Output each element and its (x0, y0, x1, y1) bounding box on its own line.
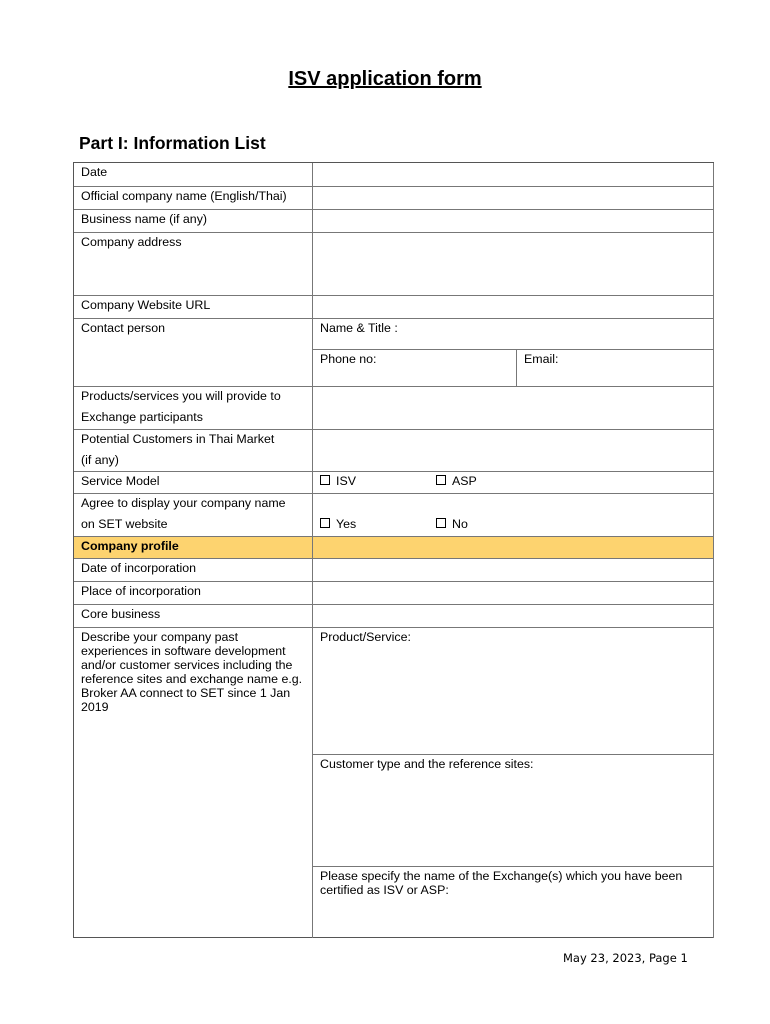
field-exchange-certified[interactable]: Please specify the name of the Exchange(s) which you have been certified as ISV or ASP: (313, 867, 714, 938)
checkbox-isv[interactable] (320, 475, 330, 485)
option-yes[interactable]: Yes (320, 517, 356, 531)
checkbox-yes[interactable] (320, 518, 330, 528)
checkbox-no[interactable] (436, 518, 446, 528)
option-isv[interactable]: ISV (320, 474, 356, 488)
label-company-address: Company address (74, 233, 313, 296)
field-service-model (313, 472, 714, 494)
field-official-name[interactable] (313, 187, 714, 210)
label-agree-display: Agree to display your company name on SET website (74, 494, 313, 537)
field-company-address[interactable] (313, 233, 714, 296)
field-agree-display (313, 494, 714, 537)
checkbox-asp[interactable] (436, 475, 446, 485)
label-service-model: Service Model (74, 472, 313, 494)
page-footer: May 23, 2023, Page 1 (563, 951, 688, 965)
label-date: Date (74, 163, 313, 187)
part-heading: Part I: Information List (79, 133, 266, 153)
field-contact-name-title[interactable]: Name & Title : (313, 319, 714, 350)
information-table (73, 162, 714, 938)
label-place-incorporation: Place of incorporation (74, 582, 313, 605)
label-official-name: Official company name (English/Thai) (74, 187, 313, 210)
field-core-business[interactable] (313, 605, 714, 628)
field-contact-phone[interactable]: Phone no: (313, 350, 517, 387)
label-products-services: Products/services you will provide to Exchange participants (74, 387, 313, 430)
option-asp[interactable]: ASP (436, 474, 477, 488)
label-date-incorporation: Date of incorporation (74, 559, 313, 582)
label-business-name: Business name (if any) (74, 210, 313, 233)
field-products-services[interactable] (313, 387, 714, 430)
field-date-incorporation[interactable] (313, 559, 714, 582)
field-customer-type[interactable]: Customer type and the reference sites: (313, 755, 714, 867)
section-company-profile: Company profile (74, 537, 313, 559)
option-no[interactable]: No (436, 517, 468, 531)
label-potential-customers: Potential Customers in Thai Market (if any) (74, 430, 313, 472)
label-experience: Describe your company past experiences in software development and/or customer services including the reference sites and exchange name e.g. Broker AA connect to SET since 1 Jan 2019 (74, 628, 313, 938)
section-company-profile-fill (313, 537, 714, 559)
label-core-business: Core business (74, 605, 313, 628)
label-website: Company Website URL (74, 296, 313, 319)
field-contact-email[interactable]: Email: (517, 350, 714, 387)
field-place-incorporation[interactable] (313, 582, 714, 605)
field-website[interactable] (313, 296, 714, 319)
field-potential-customers[interactable] (313, 430, 714, 472)
field-business-name[interactable] (313, 210, 714, 233)
field-product-service[interactable]: Product/Service: (313, 628, 714, 755)
field-date[interactable] (313, 163, 714, 187)
form-title: ISV application form (288, 68, 482, 90)
label-contact-person: Contact person (74, 319, 313, 387)
